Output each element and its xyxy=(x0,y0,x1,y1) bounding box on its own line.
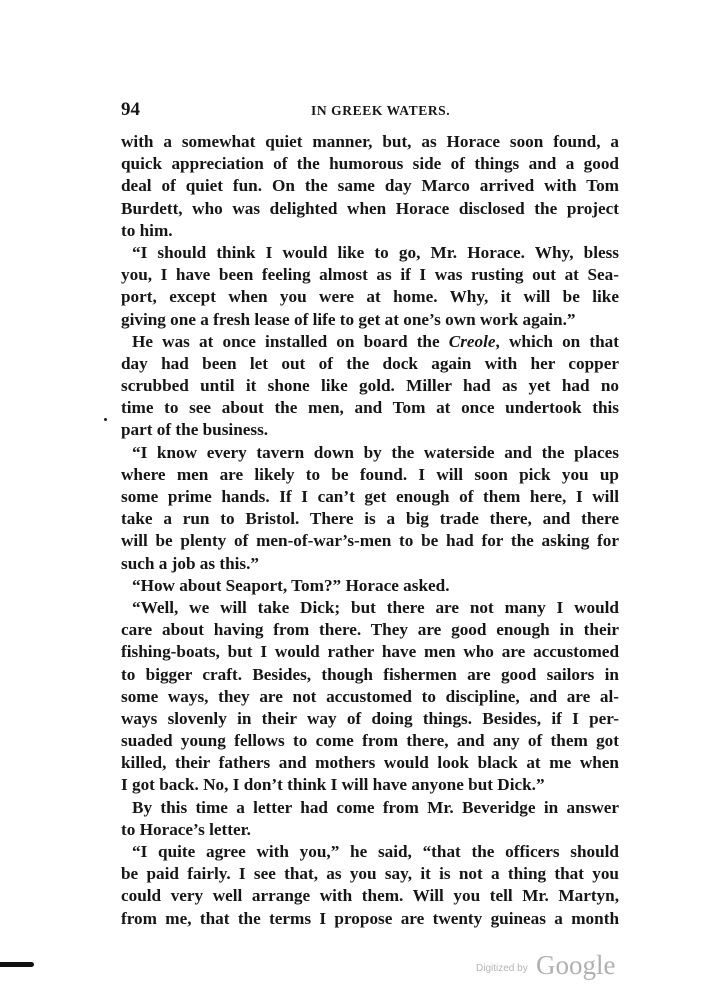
page-number: 94 xyxy=(121,99,140,120)
digitized-by-label: Digitized by xyxy=(476,963,528,974)
text-line: quick appreciation of the humorous side of things and a good xyxy=(121,154,619,174)
text-line: “I should think I would like to go, Mr. Horace. Why, bless xyxy=(132,242,619,262)
text-line: from me, that the terms I propose are twenty guineas a month xyxy=(121,908,619,928)
text-line: By this time a letter had come from Mr. Beveridge in answer xyxy=(132,797,619,817)
ship-name: Creole xyxy=(448,331,496,351)
text-line: He was at once installed on board the Creole, which on that xyxy=(132,331,619,351)
running-head: IN GREEK WATERS. xyxy=(311,103,451,118)
digitized-by-watermark xyxy=(476,950,636,984)
text-line: giving one a fresh lease of life to get at one’s own work again.” xyxy=(121,309,576,329)
text-line: some ways, they are not accustomed to discipline, and are al- xyxy=(121,686,619,706)
text-line: day had been let out of the dock again with her copper xyxy=(121,353,619,373)
text-line: suaded young fellows to come from there, and any of them got xyxy=(121,731,619,751)
text-line: where men are likely to be found. I will soon pick you up xyxy=(121,464,619,484)
text-line: time to see about the men, and Tom at once undertook this xyxy=(121,398,619,418)
text-line: “Well, we will take Dick; but there are not many I would xyxy=(132,597,619,617)
text-line: take a run to Bristol. There is a big trade there, and there xyxy=(121,509,619,529)
text-line: some prime hands. If I can’t get enough of them here, I will xyxy=(121,487,619,506)
text-line: “How about Seaport, Tom?” Horace asked. xyxy=(132,575,450,595)
text-line: could very well arrange with them. Will you tell Mr. Martyn, xyxy=(121,886,619,906)
text-line: I got back. No, I don’t think I will have anyone but Dick.” xyxy=(121,775,545,795)
text-line: “I quite agree with you,” he said, “that the officers should xyxy=(132,842,619,861)
text-line: will be plenty of men-of-war’s-men to be had for the asking for xyxy=(121,531,619,551)
text-line: care about having from there. They are good enough in their xyxy=(121,620,619,640)
text-line: with a somewhat quiet manner, but, as Horace soon found, a xyxy=(121,132,619,151)
text-line: “I know every tavern down by the waterside and the places xyxy=(132,442,619,462)
text-line: scrubbed until it shone like gold. Miller had as yet had no xyxy=(121,376,619,396)
page-header xyxy=(121,99,621,123)
stray-ink-mark xyxy=(104,418,107,421)
text-line: you, I have been feeling almost as if I was rusting out at Sea- xyxy=(121,265,619,285)
text-line: Burdett, who was delighted when Horace disclosed the project xyxy=(121,198,619,218)
text-line: such a job as this.” xyxy=(121,553,260,573)
text-line: port, except when you were at home. Why, it will be like xyxy=(121,287,619,307)
body-text xyxy=(121,131,619,930)
text-line: fishing-boats, but I would rather have men who are accustomed xyxy=(121,642,619,662)
text-line: killed, their fathers and mothers would look black at me when xyxy=(121,753,619,773)
text-line: ways slovenly in their way of doing things. Besides, if I per- xyxy=(121,708,619,728)
page-edge-mark xyxy=(0,962,34,967)
text-line: deal of quiet fun. On the same day Marco arrived with Tom xyxy=(121,176,619,196)
text-line: be paid fairly. I see that, as you say, it is not a thing that you xyxy=(121,864,619,884)
google-logo: Google xyxy=(536,950,616,980)
text-line: to him. xyxy=(121,220,173,240)
text-line: part of the business. xyxy=(121,420,269,440)
text-line: to Horace’s letter. xyxy=(121,819,251,839)
text-line: to bigger craft. Besides, though fishermen are good sailors in xyxy=(121,664,619,684)
